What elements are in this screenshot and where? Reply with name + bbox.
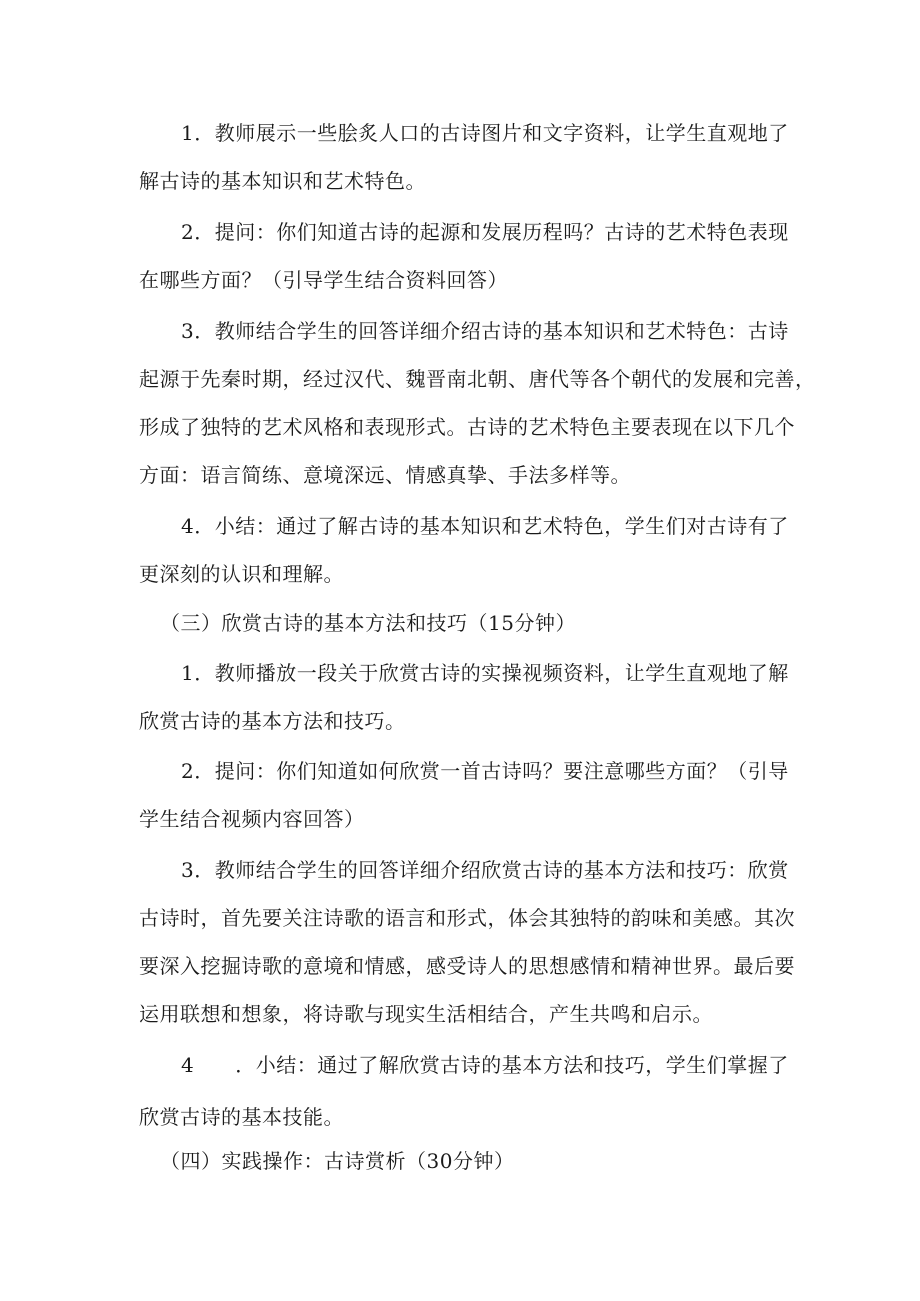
paragraph-line: 要深入挖掘诗歌的意境和情感，感受诗人的思想感情和精神世界。最后要 bbox=[139, 954, 795, 978]
paragraph-line: 在哪些方面？（引导学生结合资料回答） bbox=[139, 268, 508, 292]
paragraph-line: 欣赏古诗的基本方法和技巧。 bbox=[139, 709, 406, 733]
paragraph-line: 4．小结：通过了解古诗的基本知识和艺术特色，学生们对古诗有了 bbox=[181, 514, 789, 538]
paragraph-line: 欣赏古诗的基本技能。 bbox=[139, 1105, 344, 1129]
paragraph-line: 3．教师结合学生的回答详细介绍欣赏古诗的基本方法和技巧：欣赏 bbox=[181, 858, 789, 882]
paragraph-line: 方面：语言简练、意境深远、情感真挚、手法多样等。 bbox=[139, 463, 631, 487]
paragraph-line: 1．教师展示一些脍炙人口的古诗图片和文字资料，让学生直观地了 bbox=[181, 121, 789, 145]
paragraph-line: 1．教师播放一段关于欣赏古诗的实操视频资料，让学生直观地了解 bbox=[181, 661, 789, 685]
section-heading: （四）实践操作：古诗赏析（30分钟） bbox=[160, 1149, 515, 1173]
paragraph-line: 运用联想和想象，将诗歌与现实生活相结合，产生共鸣和启示。 bbox=[139, 1002, 713, 1026]
paragraph-line: 2．提问：你们知道古诗的起源和发展历程吗？古诗的艺术特色表现 bbox=[181, 220, 789, 244]
paragraph-line: 4 ．小结：通过了解欣赏古诗的基本方法和技巧，学生们掌握了 bbox=[181, 1053, 789, 1077]
paragraph-line: 2．提问：你们知道如何欣赏一首古诗吗？要注意哪些方面？（引导 bbox=[181, 759, 789, 783]
section-heading: （三）欣赏古诗的基本方法和技巧（15分钟） bbox=[160, 611, 576, 635]
paragraph-line: 形成了独特的艺术风格和表现形式。古诗的艺术特色主要表现在以下几个 bbox=[139, 415, 795, 439]
paragraph-line: 3．教师结合学生的回答详细介绍古诗的基本知识和艺术特色：古诗 bbox=[181, 319, 789, 343]
paragraph-line: 起源于先秦时期，经过汉代、魏晋南北朝、唐代等各个朝代的发展和完善， bbox=[139, 367, 816, 391]
paragraph-line: 古诗时，首先要关注诗歌的语言和形式，体会其独特的韵味和美感。其次 bbox=[139, 906, 795, 930]
paragraph-line: 更深刻的认识和理解。 bbox=[139, 562, 344, 586]
paragraph-line: 解古诗的基本知识和艺术特色。 bbox=[139, 169, 426, 193]
paragraph-line: 学生结合视频内容回答） bbox=[139, 807, 365, 831]
